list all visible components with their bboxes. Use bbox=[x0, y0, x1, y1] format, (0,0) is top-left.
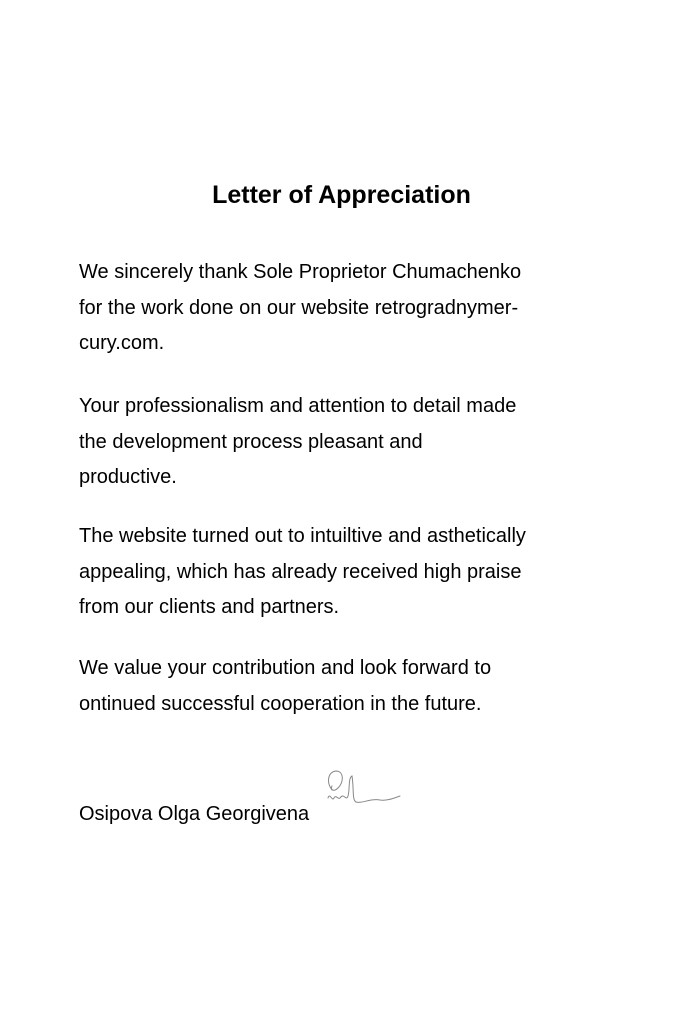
paragraph-professionalism bbox=[79, 389, 516, 496]
paragraph-website bbox=[79, 519, 526, 626]
text-line: We value your contribution and look forward to bbox=[79, 657, 492, 679]
text-line: The website turned out to intuiltive and asthetically bbox=[79, 525, 526, 547]
text-line: the development process pleasant and bbox=[79, 430, 423, 453]
text-line: ontinued successful cooperation in the future. bbox=[79, 692, 482, 715]
text-line: from our clients and partners. bbox=[79, 596, 340, 619]
text-line: appealing, which has already received high praise bbox=[79, 560, 522, 583]
text-line: Your professionalism and attention to detail made bbox=[79, 395, 517, 417]
signatory-name: Osipova Olga Georgivena bbox=[79, 803, 310, 825]
handwritten-signature bbox=[318, 768, 404, 824]
text-line: for the work done on our website retrogradnymer- bbox=[79, 296, 519, 319]
text-line: We sincerely thank Sole Proprietor Chumachenko bbox=[79, 261, 522, 283]
paragraph-cooperation bbox=[79, 651, 491, 722]
paragraph-thanks bbox=[79, 255, 521, 362]
letter-title: Letter of Appreciation bbox=[212, 181, 471, 209]
text-line: cury.com. bbox=[79, 332, 165, 355]
text-line: productive. bbox=[79, 466, 177, 489]
